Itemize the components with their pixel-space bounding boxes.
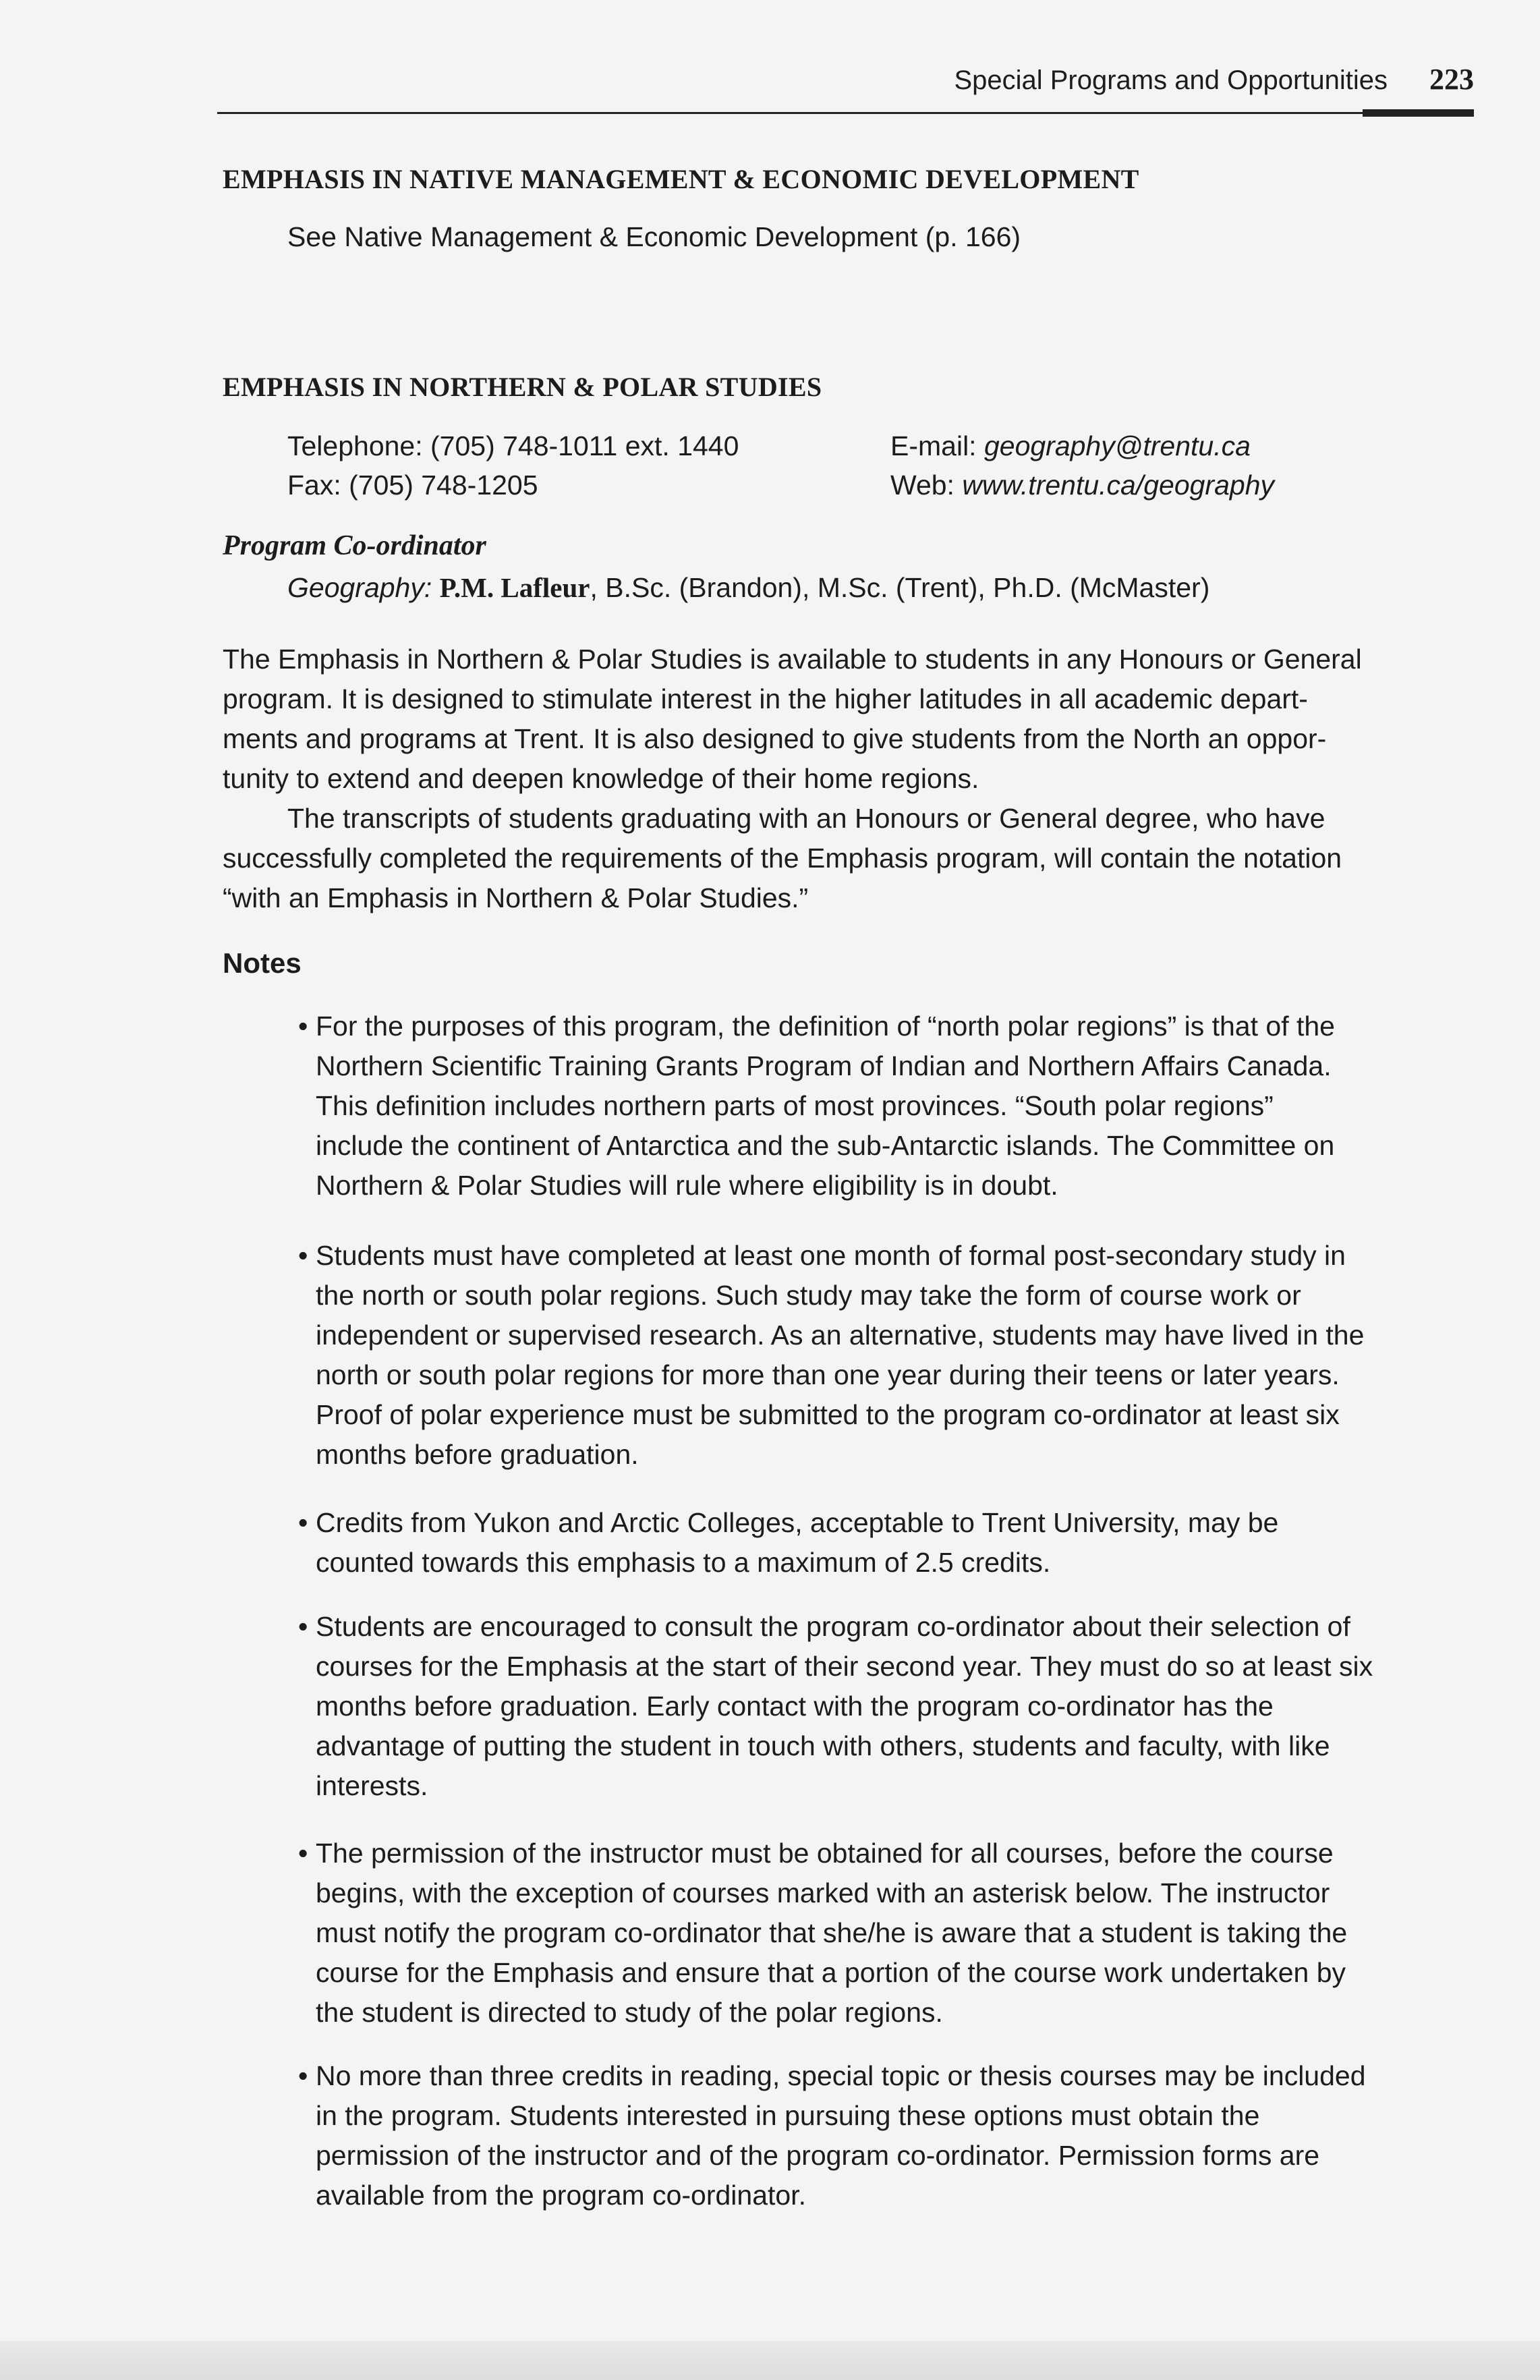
note-line: This definition includes northern parts of most provinces. “South polar regions”	[316, 1090, 1274, 1121]
paragraph-line: The Emphasis in Northern & Polar Studies is available to students in any Honours or General	[223, 644, 1362, 675]
paragraph-line: “with an Emphasis in Northern & Polar Studies.”	[223, 882, 809, 913]
page-bottom-edge	[0, 2341, 1540, 2380]
note-text	[316, 1607, 1469, 1806]
northern-heading: EMPHASIS IN NORTHERN & POLAR STUDIES	[223, 372, 822, 402]
coordinator-line	[287, 568, 1209, 608]
web-link[interactable]: www.trentu.ca/geography	[962, 470, 1274, 501]
note-line: Credits from Yukon and Arctic Colleges, acceptable to Trent University, may be	[316, 1507, 1279, 1538]
note-text	[316, 1503, 1469, 1583]
bullet-icon: •	[298, 1240, 308, 1271]
note-line: courses for the Emphasis at the start of their second year. They must do so at least six	[316, 1651, 1373, 1682]
note-line: include the continent of Antarctica and the sub-Antarctic islands. The Committee on	[316, 1130, 1335, 1161]
coordinator-degrees: , B.Sc. (Brandon), M.Sc. (Trent), Ph.D. (McMaster)	[590, 572, 1210, 603]
transcript-paragraph	[223, 799, 1471, 918]
note-line: interests.	[316, 1770, 428, 1801]
coordinator-name: P.M. Lafleur	[439, 572, 590, 603]
note-text	[316, 1834, 1469, 2033]
note-text	[316, 2056, 1469, 2215]
bullet-icon: •	[298, 2060, 308, 2091]
note-line: must notify the program co-ordinator that she/he is aware that a student is taking the	[316, 1917, 1348, 1948]
bullet-icon: •	[298, 1611, 308, 1642]
email-line	[890, 426, 1251, 466]
note-line: No more than three credits in reading, special topic or thesis courses may be included	[316, 2060, 1366, 2091]
note-line: north or south polar regions for more than one year during their teens or later years.	[316, 1359, 1340, 1390]
web-line	[890, 465, 1274, 505]
note-line: months before graduation.	[316, 1439, 639, 1470]
note-line: Northern Scientific Training Grants Program of Indian and Northern Affairs Canada.	[316, 1050, 1332, 1081]
running-header	[223, 62, 1474, 96]
note-line: course for the Emphasis and ensure that a portion of the course work undertaken by	[316, 1957, 1346, 1988]
note-line: For the purposes of this program, the definition of “north polar regions” is that of the	[316, 1011, 1335, 1042]
bullet-icon: •	[298, 1011, 308, 1042]
note-line: available from the program co-ordinator.	[316, 2180, 806, 2211]
email-label: E-mail:	[890, 430, 984, 461]
note-line: months before graduation. Early contact with the program co-ordinator has the	[316, 1691, 1274, 1722]
coordinator-dept: Geography:	[287, 572, 432, 603]
note-line: independent or supervised research. As an alternative, students may have lived in the	[316, 1320, 1365, 1351]
note-text	[316, 1007, 1469, 1206]
note-line: Proof of polar experience must be submitted to the program co-ordinator at least six	[316, 1399, 1340, 1430]
bullet-icon: •	[298, 1838, 308, 1869]
header-rule-accent	[1363, 109, 1474, 117]
paragraph-line: tunity to extend and deepen knowledge of their home regions.	[223, 763, 979, 794]
telephone: Telephone: (705) 748-1011 ext. 1440	[287, 430, 739, 461]
paragraph-line: ments and programs at Trent. It is also designed to give students from the North an oppor-	[223, 723, 1327, 754]
native-see-also: See Native Management & Economic Development (p. 166)	[287, 221, 1021, 252]
paragraph-line: program. It is designed to stimulate interest in the higher latitudes in all academic depart-	[223, 683, 1308, 714]
fax: Fax: (705) 748-1205	[287, 470, 538, 501]
note-line: in the program. Students interested in pursuing these options must obtain the	[316, 2100, 1260, 2131]
note-line: counted towards this emphasis to a maximum of 2.5 credits.	[316, 1547, 1051, 1578]
note-text	[316, 1236, 1469, 1475]
note-line: permission of the instructor and of the program co-ordinator. Permission forms are	[316, 2140, 1320, 2171]
bullet-icon: •	[298, 1507, 308, 1538]
notes-title: Notes	[223, 947, 302, 979]
page-number: 223	[1429, 63, 1474, 96]
note-line: the north or south polar regions. Such study may take the form of course work or	[316, 1280, 1301, 1311]
note-line: Northern & Polar Studies will rule where eligibility is in doubt.	[316, 1170, 1058, 1201]
paragraph-line: The transcripts of students graduating with an Honours or General degree, who have	[287, 803, 1325, 834]
note-line: begins, with the exception of courses marked with an asterisk below. The instructor	[316, 1877, 1330, 1908]
running-title: Special Programs and Opportunities	[954, 65, 1388, 95]
paragraph-line: successfully completed the requirements of the Emphasis program, will contain the notation	[223, 843, 1342, 874]
note-line: Students are encouraged to consult the program co-ordinator about their selection of	[316, 1611, 1350, 1642]
native-heading: EMPHASIS IN NATIVE MANAGEMENT & ECONOMIC DEVELOPMENT	[223, 164, 1139, 194]
web-label: Web:	[890, 470, 963, 501]
header-rule	[217, 112, 1474, 114]
intro-paragraph	[223, 640, 1471, 799]
note-line: Students must have completed at least one month of formal post-secondary study in	[316, 1240, 1346, 1271]
note-line: the student is directed to study of the polar regions.	[316, 1997, 943, 2028]
coordinator-title: Program Co-ordinator	[223, 530, 486, 561]
note-line: The permission of the instructor must be obtained for all courses, before the course	[316, 1838, 1334, 1869]
note-line: advantage of putting the student in touch with others, students and faculty, with like	[316, 1730, 1330, 1761]
email-link[interactable]: geography@trentu.ca	[983, 430, 1251, 461]
